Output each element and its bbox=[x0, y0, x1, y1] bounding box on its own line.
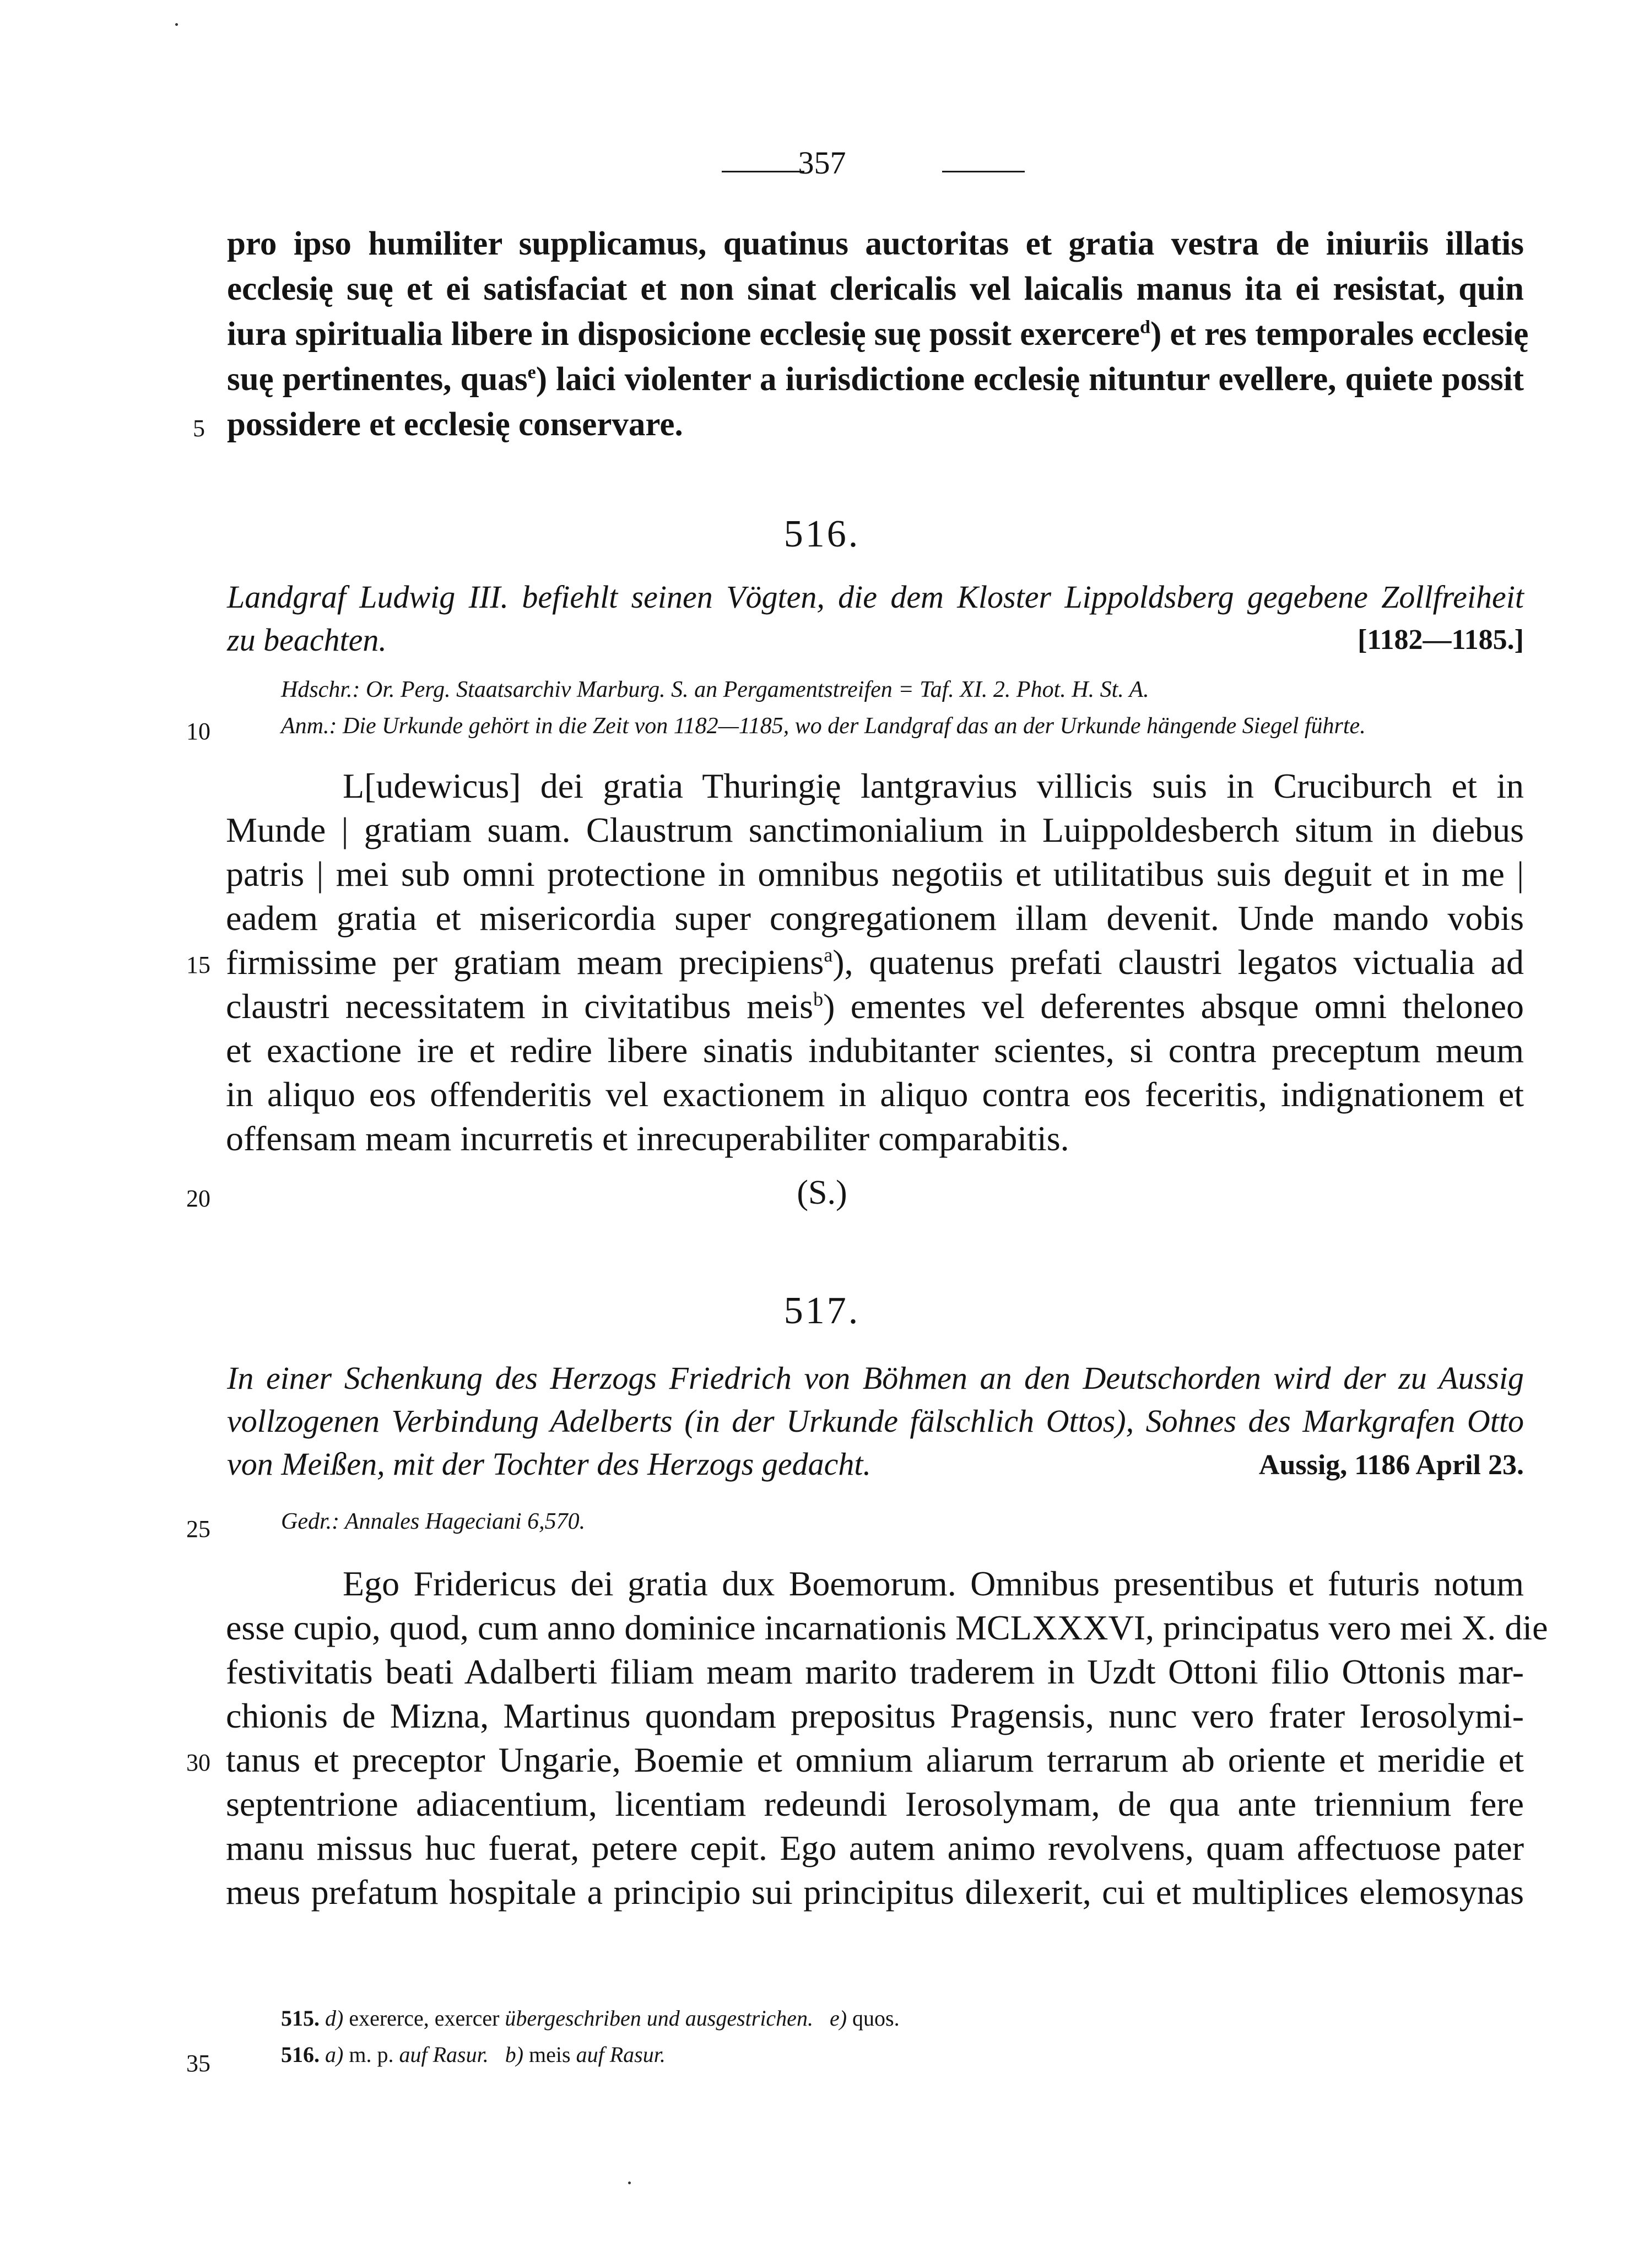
line-number: 15 bbox=[186, 951, 210, 978]
text-span: firmissime per gratiam meam precipiens bbox=[226, 943, 824, 982]
line-number: 35 bbox=[186, 2050, 210, 2077]
annotation-note: Anm.: Die Urkunde gehört in die Zeit von 1182—1185, wo der Landgraf das an der Urkunde hängende Siegel führte. bbox=[281, 713, 1366, 739]
footnote-doc-number: 515. bbox=[281, 2006, 320, 2031]
text-line: pro ipso humiliter supplicamus, quatinus auctoritas et gratia vestra de iniuriis illatis bbox=[227, 225, 1524, 262]
footnote-marker: d bbox=[1140, 317, 1150, 338]
text-line: patris | mei sub omni protectione in omnibus negotiis et utilitatibus suis deguit et in me | bbox=[226, 854, 1524, 894]
line-number: 10 bbox=[186, 718, 210, 745]
text-line: et exactione ire et redire libere sinatis indubitanter scientes, si contra preceptum meum bbox=[226, 1031, 1524, 1070]
text-line: esse cupio, quod, cum anno dominice incarnationis MCLXXXVI, principatus vero mei X. die bbox=[226, 1608, 1548, 1647]
scan-speck bbox=[175, 23, 178, 26]
footnote-marker: b bbox=[813, 988, 824, 1010]
text-span: claustri necessitatem in civitatibus meis bbox=[226, 987, 814, 1026]
text-line bbox=[227, 360, 1524, 399]
text-span: iura spiritualia libere in disposicione ecclesię suę possit exercere bbox=[227, 316, 1140, 353]
seal-mark: (S.) bbox=[797, 1174, 847, 1211]
text-span: ) laici violenter a iurisdictione ecclesię nituntur evellere, quiete possit bbox=[536, 361, 1524, 398]
text-line: L[udewicus] dei gratia Thuringię lantgravius villicis suis in Cruciburch et in bbox=[343, 766, 1524, 805]
text-line bbox=[227, 315, 1529, 354]
text-line: chionis de Mizna, Martinus quondam prepositus Pragensis, nunc vero frater Ierosolymi- bbox=[226, 1696, 1524, 1735]
text-span: suę pertinentes, quas bbox=[227, 361, 528, 398]
text-line: festivitatis beati Adalberti filiam meam marito traderem in Uzdt Ottoni filio Ottonis mar- bbox=[226, 1652, 1524, 1691]
document-number-516: 516. bbox=[783, 513, 861, 555]
footnote-comment: auf Rasur. bbox=[576, 2042, 666, 2067]
text-line: Ego Fridericus dei gratia dux Boemorum. Omnibus presentibus et futuris notum bbox=[343, 1564, 1524, 1603]
line-number: 25 bbox=[186, 1515, 210, 1542]
text-span: ) ementes vel deferentes absque omni theloneo bbox=[823, 987, 1524, 1026]
text-line: offensam meam incurretis et inrecuperabiliter comparabitis. bbox=[226, 1119, 1069, 1158]
regest-line: Landgraf Ludwig III. befiehlt seinen Vögten, die dem Kloster Lippoldsberg gegebene Zollfreiheit bbox=[227, 579, 1524, 615]
scan-speck bbox=[628, 2182, 631, 2184]
text-line bbox=[226, 986, 1524, 1027]
regest-line: von Meißen, mit der Tochter des Herzogs gedacht. bbox=[227, 1446, 871, 1482]
text-span: ) et res temporales ecclesię bbox=[1150, 316, 1529, 353]
text-line: Munde | gratiam suam. Claustrum sanctimonialium in Luippoldesberch situm in diebus bbox=[226, 810, 1524, 849]
document-date: Aussig, 1186 April 23. bbox=[1258, 1449, 1524, 1481]
manuscript-note: Hdschr.: Or. Perg. Staatsarchiv Marburg. S. an Pergamentstreifen = Taf. XI. 2. Phot. H. St. A. bbox=[281, 677, 1149, 702]
footnote-comment: übergeschriben und ausgestrichen. bbox=[505, 2006, 813, 2031]
footnote-text: exererce, exercer bbox=[343, 2006, 505, 2031]
regest-line: vollzogenen Verbindung Adelberts (in der Urkunde fälschlich Ottos), Sohnes des Markgrafen Otto bbox=[227, 1403, 1524, 1439]
footnote-text: m. p. bbox=[343, 2042, 399, 2067]
line-number: 5 bbox=[193, 415, 205, 442]
text-line: septentrione adiacentium, licentiam redeundi Ierosolymam, de qua ante triennium fere bbox=[226, 1784, 1524, 1823]
page-number-dash-right bbox=[942, 171, 1025, 172]
text-line: in aliquo eos offenderitis vel exactionem in aliquo contra eos feceritis, indignationem et bbox=[226, 1075, 1524, 1114]
document-number-517: 517. bbox=[783, 1290, 861, 1332]
footnote-marker: a) bbox=[325, 2042, 344, 2067]
footnote-doc-number: 516. bbox=[281, 2042, 320, 2067]
regest-line: In einer Schenkung des Herzogs Friedrich von Böhmen an den Deutschorden wird der zu Aussig bbox=[227, 1360, 1524, 1396]
footnote-marker: d) bbox=[325, 2006, 344, 2031]
footnote-marker: e) bbox=[829, 2006, 847, 2031]
footnote-marker: e bbox=[527, 362, 536, 383]
text-line: possidere et ecclesię conservare. bbox=[227, 406, 683, 443]
footnote-text: quos. bbox=[847, 2006, 900, 2031]
regest-line: zu beachten. bbox=[227, 622, 387, 658]
document-date: [1182—1185.] bbox=[1358, 624, 1524, 656]
footnote-marker: b) bbox=[505, 2042, 524, 2067]
line-number: 30 bbox=[186, 1749, 210, 1776]
text-line: ecclesię suę et ei satisfaciat et non sinat clericalis vel laicalis manus ita ei resistat, quin bbox=[227, 270, 1524, 307]
footnote-515 bbox=[281, 2005, 900, 2031]
text-line bbox=[226, 942, 1524, 983]
text-line: tanus et preceptor Ungarie, Boemie et omnium aliarum terrarum ab oriente et meridie et bbox=[226, 1740, 1524, 1779]
footnote-comment: auf Rasur. bbox=[399, 2042, 489, 2067]
footnote-text: meis bbox=[523, 2042, 576, 2067]
footnote-marker: a bbox=[824, 944, 833, 966]
page-number: 357 bbox=[798, 145, 846, 181]
print-note: Gedr.: Annales Hageciani 6,570. bbox=[281, 1509, 586, 1534]
text-line: meus prefatum hospitale a principio sui principitus dilexerit, cui et multiplices elemosynas bbox=[226, 1872, 1524, 1912]
text-line: manu missus huc fuerat, petere cepit. Ego autem animo revolvens, quam affectuose pater bbox=[226, 1828, 1524, 1868]
text-line: eadem gratia et misericordia super congregationem illam devenit. Unde mando vobis bbox=[226, 898, 1524, 938]
text-span: ), quatenus prefati claustri legatos victualia ad bbox=[832, 943, 1524, 982]
line-number: 20 bbox=[186, 1185, 210, 1212]
footnote-516 bbox=[281, 2042, 666, 2067]
